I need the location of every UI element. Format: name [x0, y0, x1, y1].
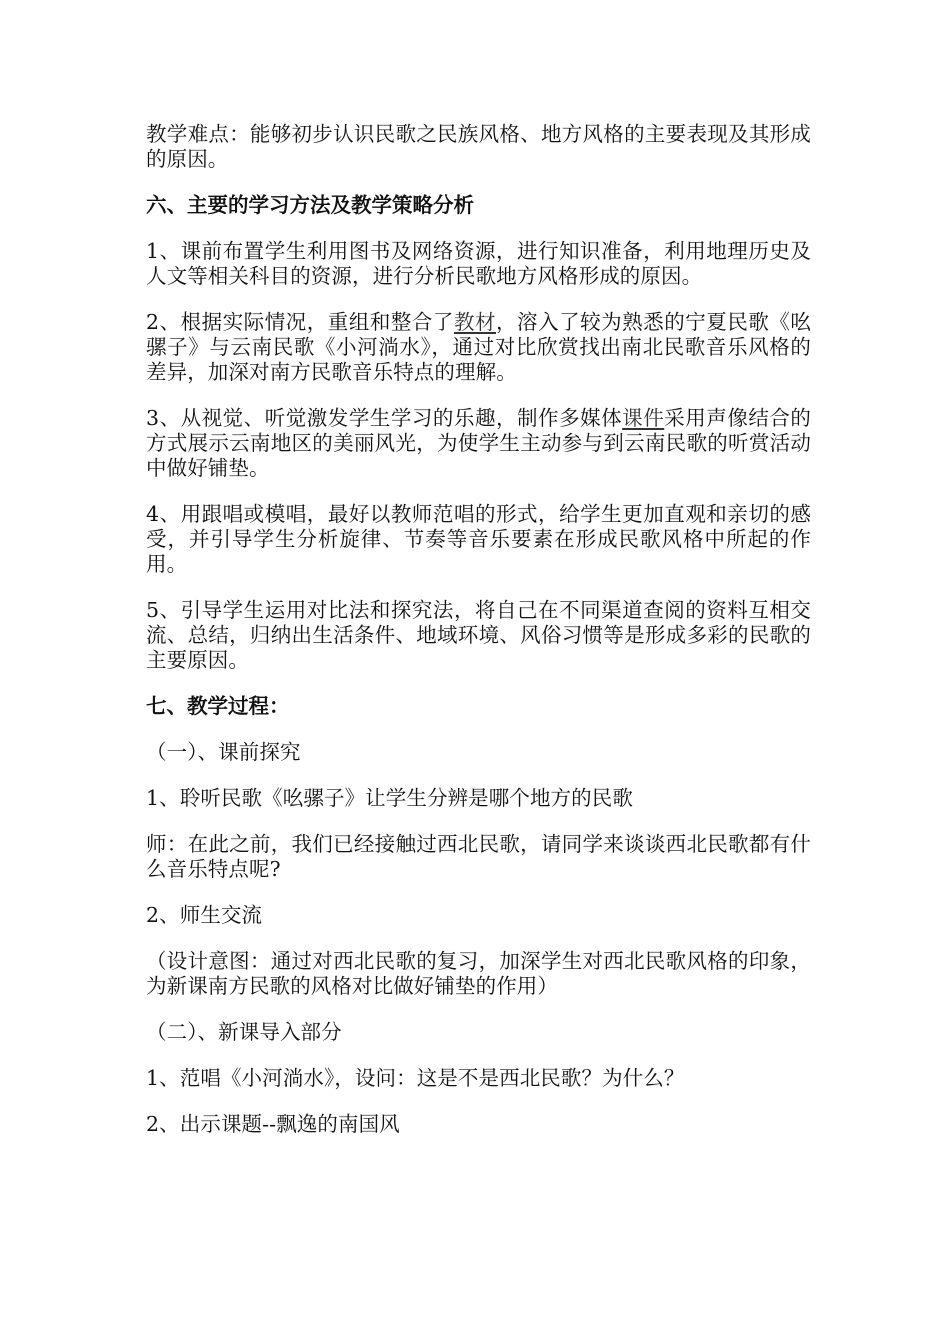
section-7-heading: 七、教学过程：	[146, 694, 290, 718]
part-1-teacher-prompt: 师：在此之前，我们已经接触过西北民歌，请同学来谈谈西北民歌都有什么音乐特点呢?	[146, 832, 811, 881]
method-item-3-text-b: 采用声像结合的方式展示云南地区的美丽风光，为使学生主动参与到云南民歌的听赏活动中做好铺垫。	[146, 406, 811, 480]
part-2-title: （二）、新课导入部分	[146, 1020, 342, 1044]
method-item-1: 1、课前布置学生利用图书及网络资源，进行知识准备，利用地理历史及人文等相关科目的资源，进行分析民歌地方风格形成的原因。	[146, 239, 811, 288]
method-item-2-text-b: ，溶入了较为熟悉的宁夏民歌《吆骡子》与云南民歌《小河淌水》，通过对比欣赏找出南北民歌音乐风格的差异，加深对南方民歌音乐特点的理解。	[146, 310, 811, 384]
document-page	[146, 122, 811, 1158]
part-2-step-2: 2、出示课题--飘逸的南国风	[146, 1112, 400, 1136]
teaching-difficulty: 教学难点：能够初步认识民歌之民族风格、地方风格的主要表现及其形成的原因。	[146, 122, 811, 171]
method-item-2	[146, 310, 811, 385]
part-1-step-2: 2、师生交流	[146, 903, 263, 927]
method-item-2-text-a: 2、根据实际情况，重组和整合了	[146, 310, 454, 334]
section-6-heading: 六、主要的学习方法及教学策略分析	[146, 193, 474, 217]
method-item-3	[146, 406, 811, 481]
method-item-4: 4、用跟唱或模唱，最好以教师范唱的形式，给学生更加直观和亲切的感受，并引导学生分析旋律、节奏等音乐要素在形成民歌风格中所起的作用。	[146, 502, 811, 576]
method-item-3-text-a: 3、从视觉、听觉激发学生学习的乐趣，制作多媒体	[146, 406, 623, 430]
method-item-5: 5、引导学生运用对比法和探究法，将自己在不同渠道查阅的资料互相交流、总结，归纳出生活条件、地域环境、风俗习惯等是形成多彩的民歌的主要原因。	[146, 598, 811, 672]
part-2-step-1: 1、范唱《小河淌水》，设问：这是不是西北民歌？为什么？	[146, 1066, 685, 1090]
part-1-design-intent: （设计意图：通过对西北民歌的复习，加深学生对西北民歌风格的印象，为新课南方民歌的风格对比做好铺垫的作用）	[146, 949, 811, 998]
part-1-title: （一）、课前探究	[146, 740, 301, 764]
part-1-step-1: 1、聆听民歌《吆骡子》让学生分辨是哪个地方的民歌	[146, 786, 633, 810]
courseware-link[interactable]: 课件	[622, 406, 665, 430]
textbook-link[interactable]: 教材	[453, 310, 497, 334]
